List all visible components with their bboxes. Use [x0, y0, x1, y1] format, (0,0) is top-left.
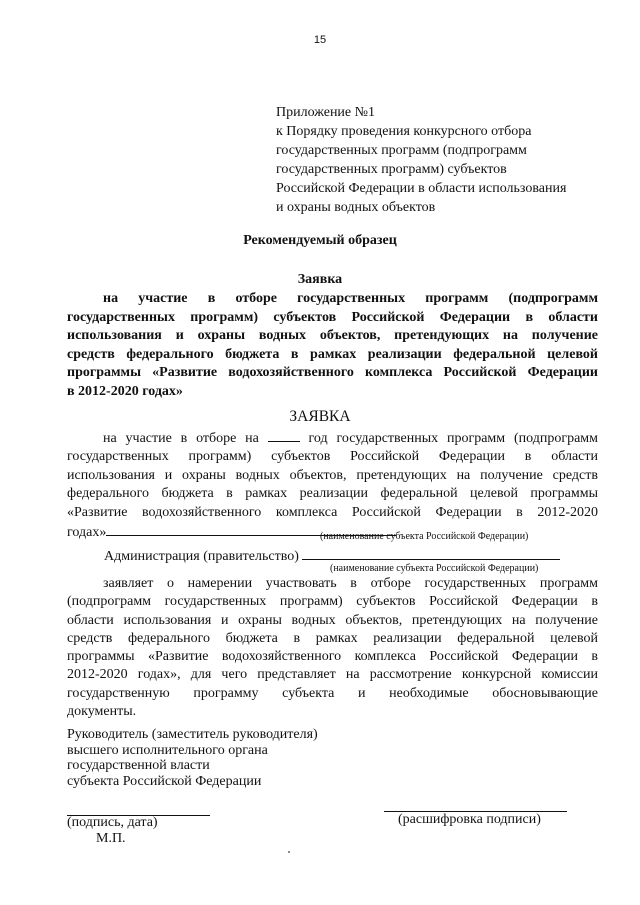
subject-name-caption: (наименование субъекта Российской Федерации) [320, 531, 529, 542]
body-line: использования и охраны водных объектов, претендующих на получение средств [67, 467, 598, 483]
appendix-line: Приложение №1 [276, 105, 375, 120]
stamp-place-label: М.П. [96, 831, 126, 846]
body-text: годах» [67, 525, 107, 541]
body-text: на участие в отборе на [103, 431, 259, 446]
year-blank-field[interactable] [268, 428, 300, 442]
bold-line: использования и охраны водных объектов, претендующих на получение [67, 328, 598, 344]
signatory-block [67, 727, 318, 789]
body-line [67, 428, 598, 448]
scan-speck [288, 851, 290, 853]
administration-label: Администрация (правительство) [104, 549, 299, 564]
body-line: государственных программ) субъектов Российской Федерации в области [67, 449, 598, 465]
signatory-line: субъекта Российской Федерации [67, 773, 262, 789]
appendix-line: государственных программ (подпрограмм [276, 143, 527, 158]
recommended-sample-heading: Рекомендуемый образец [243, 233, 397, 248]
body-line: программы «Развитие водохозяйственного комплекса Российской Федерации в [67, 649, 598, 665]
appendix-line: к Порядку проведения конкурсного отбора [276, 124, 532, 139]
appendix-line: Российской Федерации в области использования [276, 181, 567, 196]
subject-name-caption-2: (наименование субъекта Российской Федерации) [330, 563, 539, 574]
body-line: государственную программу субъекта и необходимые обосновывающие [67, 685, 598, 701]
bold-line: на участие в отборе государственных программ (подпрограмм [103, 291, 598, 306]
body-line: средств федерального бюджета в рамках реализации федеральной целевой [67, 630, 598, 646]
application-body-2 [67, 575, 598, 721]
bold-line: государственных программ) субъектов Российской Федерации в области [67, 309, 598, 325]
decryption-caption: (расшифровка подписи) [398, 812, 541, 827]
body-line: «Развитие водохозяйственного комплекса Российской Федерации в 2012-2020 [67, 504, 598, 520]
administration-blank-field[interactable] [302, 546, 560, 560]
application-body-1 [67, 428, 598, 542]
bold-line: в 2012-2020 годах» [67, 383, 183, 399]
application-title-caps: ЗАЯВКА [289, 408, 351, 425]
appendix-line: и охраны водных объектов [276, 200, 436, 215]
appendix-block [276, 103, 606, 217]
bold-line: программы «Развитие водохозяйственного комплекса Российской Федерации [67, 365, 598, 381]
body-text: год государственных программ (подпрограмм [308, 431, 599, 446]
body-line: (подпрограмм государственных программ) субъектов Российской Федерации в [67, 594, 598, 610]
body-line: области использования и охраны водных объектов, претендующих на получение [67, 612, 598, 628]
body-line: федерального бюджета в рамках реализации федеральной целевой программы [67, 486, 598, 502]
appendix-line: государственных программ) субъектов [276, 162, 507, 177]
signature-caption: (подпись, дата) [67, 815, 158, 830]
signatory-line: Руководитель (заместитель руководителя) [67, 727, 318, 742]
body-line: заявляет о намерении участвовать в отборе государственных программ [103, 576, 598, 591]
body-line: 2012-2020 годах», для чего представляет на рассмотрение конкурсной комиссии [67, 667, 598, 683]
body-line: документы. [67, 704, 137, 720]
application-title-bold: Заявка [297, 272, 343, 287]
bold-line: средств федерального бюджета в рамках реализации федеральной целевой [67, 346, 598, 362]
signatory-line: государственной власти [67, 758, 210, 773]
signatory-line: высшего исполнительного органа [67, 742, 268, 758]
page-number: 15 [313, 34, 327, 46]
application-subject-bold [67, 290, 598, 402]
